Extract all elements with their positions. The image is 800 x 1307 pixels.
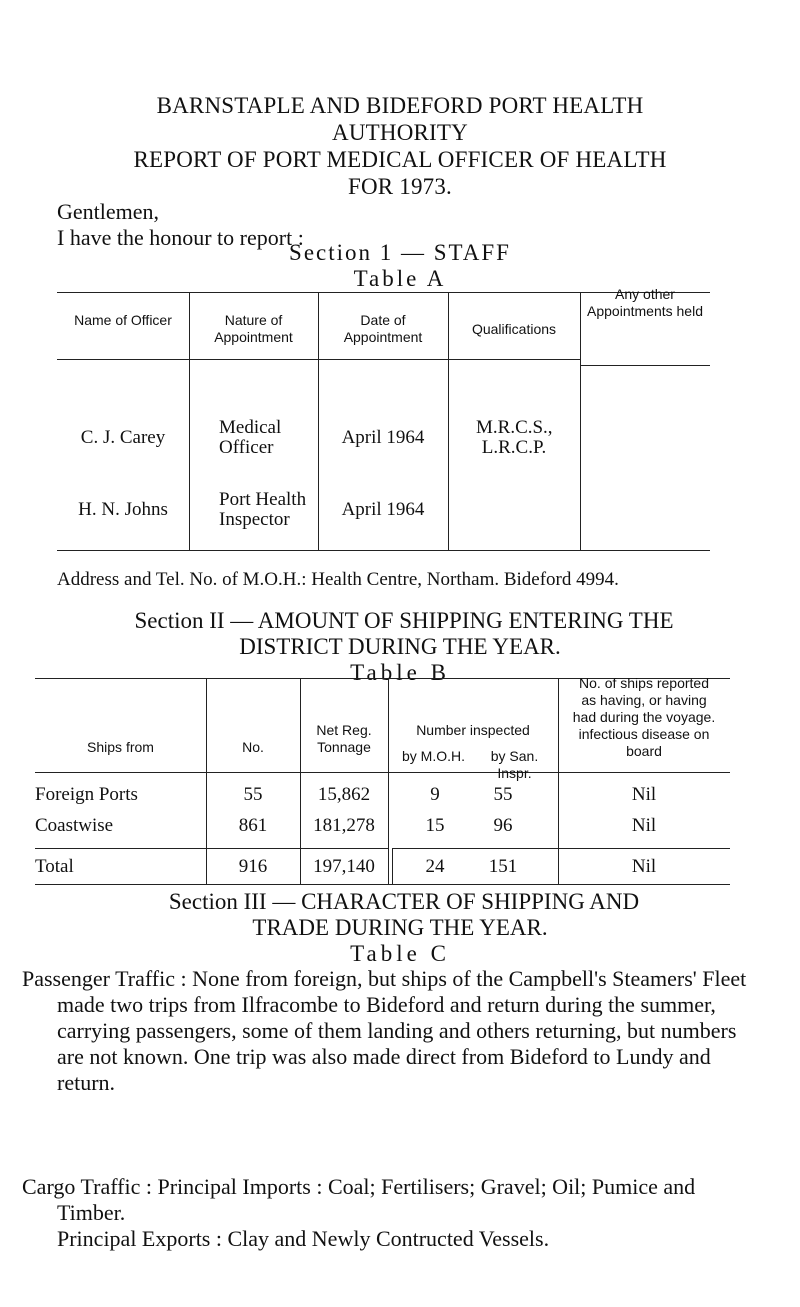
- ships-count: 861: [238, 815, 268, 836]
- inspected-by-moh: 15: [425, 815, 445, 836]
- net-tonnage: 15,862: [317, 784, 371, 805]
- col-infectious-header: No. of ships reported as having, or having had during the voyage. infectious disease on board: [572, 675, 716, 759]
- section-3-title-line-2: TRADE DURING THE YEAR.: [252, 915, 548, 940]
- col-date-header: Date of Appointment: [343, 312, 423, 345]
- col-nature-header: Nature of Appointment: [214, 312, 293, 345]
- inspected-by-san: 55: [493, 784, 513, 805]
- section-2-title-line-2: DISTRICT DURING THE YEAR.: [239, 634, 561, 659]
- infectious-count: Nil: [631, 815, 657, 836]
- total-net-tonnage: 197,140: [313, 856, 375, 877]
- report-title: [0, 92, 800, 200]
- officer-name: C. J. Carey: [80, 427, 166, 448]
- title-line-1: BARNSTAPLE AND BIDEFORD PORT HEALTH: [156, 93, 644, 118]
- section-3-heading: [0, 889, 800, 967]
- ships-from-foreign: Foreign Ports: [35, 784, 138, 805]
- col-no-header: No.: [242, 739, 264, 755]
- col-qualifications-header: Qualifications: [471, 321, 557, 337]
- cargo-traffic: Cargo Traffic : Principal Imports : Coal; Fertilisers; Gravel; Oil; Pumice and Timber.: [22, 1174, 696, 1225]
- intro-text: I have the honour to report :: [57, 225, 304, 250]
- qualifications: M.R.C.S., L.R.C.P.: [476, 417, 553, 458]
- total-label: Total: [35, 856, 74, 877]
- net-tonnage: 181,278: [313, 815, 375, 836]
- title-line-3: REPORT OF PORT MEDICAL OFFICER OF HEALTH: [133, 147, 667, 172]
- table-c-label: Table C: [350, 941, 450, 966]
- moh-address: Address and Tel. No. of M.O.H.: Health Centre, Northam. Bideford 4994.: [57, 569, 619, 590]
- col-tonnage-header: Net Reg. Tonnage: [316, 722, 372, 755]
- total-ships-count: 916: [238, 856, 268, 877]
- principal-exports: Principal Exports : Clay and Newly Contructed Vessels.: [57, 1226, 550, 1251]
- col-other-header: Any other Appointments held: [587, 286, 703, 319]
- section-2-title-line-1: Section II — AMOUNT OF SHIPPING ENTERING THE: [134, 608, 674, 633]
- appointment-date: April 1964: [341, 427, 425, 448]
- officer-name: H. N. Johns: [78, 499, 168, 520]
- appointment-date: April 1964: [341, 499, 425, 520]
- salutation: Gentlemen,: [57, 199, 160, 224]
- total-inspected-by-moh: 24: [425, 856, 445, 877]
- infectious-count: Nil: [631, 784, 657, 805]
- section-3-title-line-1: Section III — CHARACTER OF SHIPPING AND: [168, 889, 640, 914]
- passenger-traffic: Passenger Traffic : None from foreign, but ships of the Campbell's Steamers' Fleet made two trips from Ilfracombe to Bideford and return during the summer, carrying passengers, some of them landing and others returning, but numbers are not known. One trip was also made direct from Bideford to Lundy and return.: [22, 966, 747, 1095]
- table-b-label: Table B: [350, 660, 450, 685]
- total-infectious-count: Nil: [631, 856, 657, 877]
- ships-from-coastwise: Coastwise: [35, 815, 114, 836]
- title-line-2: AUTHORITY: [332, 120, 468, 145]
- title-line-4: FOR 1973.: [347, 174, 453, 199]
- inspected-by-moh: 9: [430, 784, 440, 805]
- col-inspected-header: Number inspected: [416, 722, 530, 738]
- ships-count: 55: [243, 784, 263, 805]
- table-a-label: Table A: [353, 266, 447, 291]
- col-by-moh-header: by M.O.H.: [401, 748, 465, 764]
- col-name-header: Name of Officer: [74, 312, 172, 328]
- appointment-nature: Medical Officer: [219, 417, 282, 458]
- total-inspected-by-san: 151: [488, 856, 518, 877]
- section-1-title: Section 1 — STAFF: [289, 240, 511, 265]
- appointment-nature: Port Health Inspector: [219, 489, 307, 530]
- col-by-san-header: by San. Inspr.: [490, 748, 539, 781]
- section-1-heading: [0, 240, 800, 292]
- inspected-by-san: 96: [493, 815, 513, 836]
- col-ships-from-header: Ships from: [87, 739, 154, 755]
